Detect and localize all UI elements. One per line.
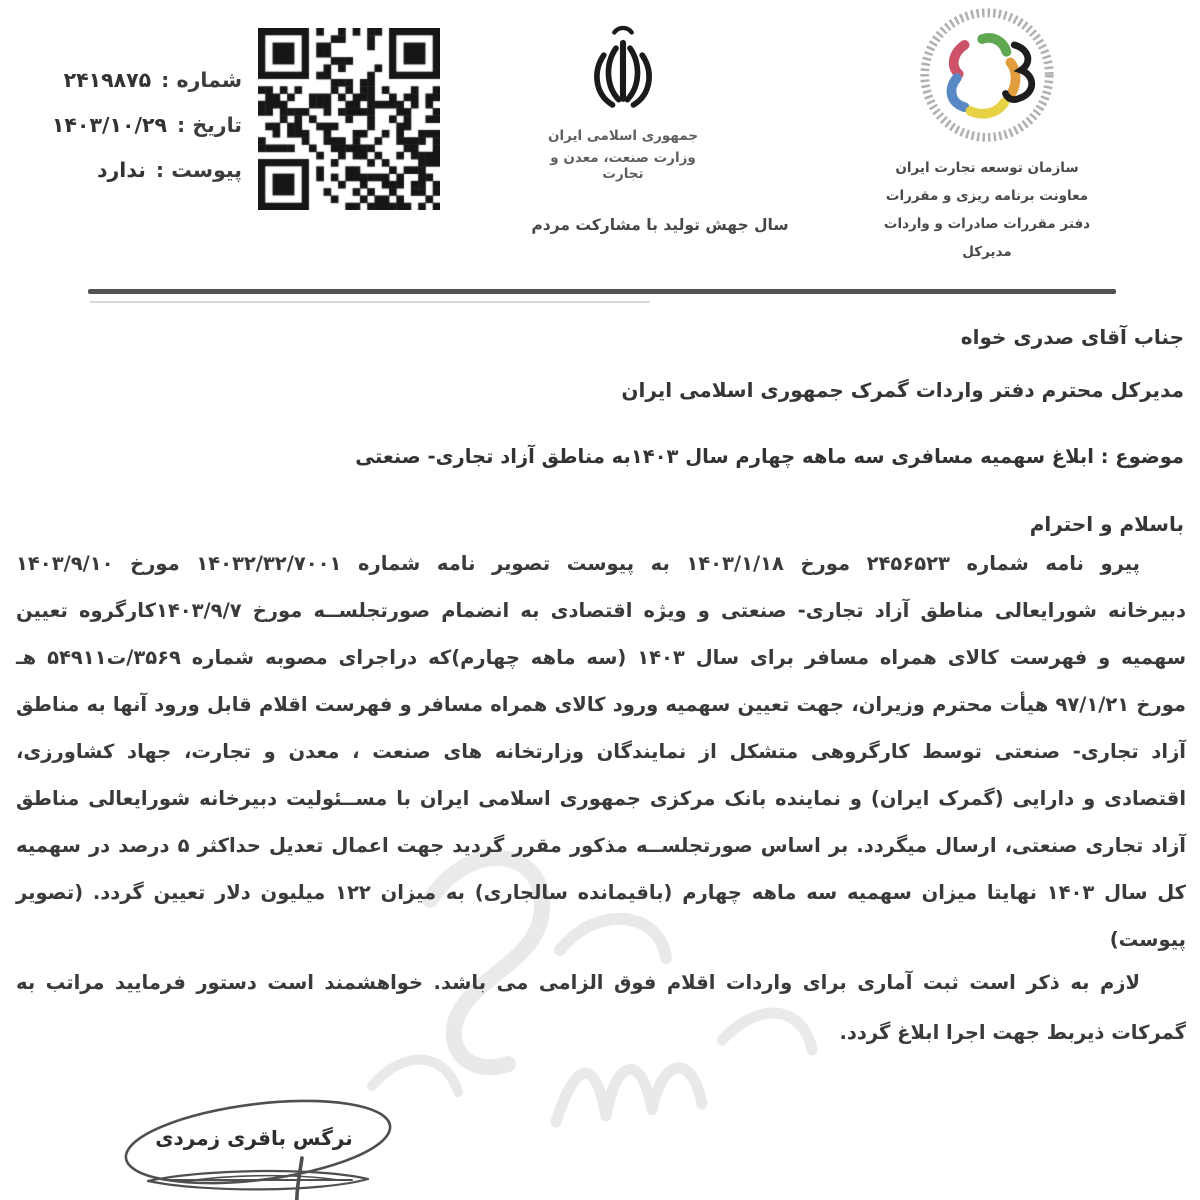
ministry-country-line: جمهوری اسلامی ایران (547, 128, 699, 144)
recipient-title: مدیرکل محترم دفتر واردات گمرک جمهوری اسلامی ایران (621, 378, 1184, 402)
text-line: سهمیه و فهرست کالای همراه مسافر برای سال ۱۴۰۳ (سه ماهه چهارم)که دراجرای مصوبه شماره ۳۵۶۹/ت۵۴۹۱۱ هـ (16, 646, 1186, 669)
letter-number-value: ۲۴۱۹۸۷۵ (63, 68, 152, 92)
qr-code-icon (258, 28, 440, 210)
letter-date-label: تاریخ : (176, 113, 242, 137)
tpo-logo-icon (914, 6, 1060, 148)
text-line: کل سال ۱۴۰۳ نهایتا میزان سهمیه سه ماهه چهارم (باقیمانده سالجاری) به میزان ۱۲۲ میلیون دلار تعیین گردد. (تصویر (16, 881, 1186, 904)
iran-national-emblem-icon (579, 22, 667, 118)
paragraph-1 (16, 540, 1186, 963)
ministry-name-line: وزارت صنعت، معدن و تجارت (550, 150, 696, 182)
text-line: گمرکات ذیربط جهت اجرا ابلاغ گردد. (839, 1021, 1186, 1044)
letter-date-row (14, 113, 242, 137)
text-line: مورخ ۹۷/۱/۲۱ هیأت محترم وزیران، جهت تعیین سهمیه ورود کالای همراه مسافر و فهرست اقلام قابل ورود آنها به مناطق (16, 693, 1186, 716)
organization-role: مدیرکل (962, 244, 1012, 260)
text-line: آزاد تجاری صنعتی، ارسال میگردد. بر اساس صورتجلســه مذکور مقرر گردید جهت اعمال تعدیل حداکثر ۵ درصد در سهمیه (16, 834, 1186, 857)
letter-attachment-label: پیوست : (155, 158, 242, 182)
recipient-name: جناب آقای صدری خواه (960, 325, 1184, 349)
text-line: اقتصادی و دارایی (گمرک ایران) و نماینده بانک مرکزی جمهوری اسلامی ایران با مســئولیت دبیرخانه شورایعالی مناطق (16, 787, 1186, 810)
subject-line: موضوع : ابلاغ سهمیه مسافری سه ماهه چهارم سال ۱۴۰۳به مناطق آزاد تجاری- صنعتی (355, 445, 1184, 468)
letter-attachment-row (14, 158, 242, 182)
greeting-line: باسلام و احترام (1029, 512, 1184, 536)
paragraph-2 (16, 958, 1186, 1058)
text-line: دبیرخانه شورایعالی مناطق آزاد تجاری- صنعتی و ویژه اقتصادی به انضمام صورتجلســه مورخ ۱۴۰۳/۹/۷کارگروه تعیین (16, 599, 1187, 622)
letter-attachment-value: ندارد (96, 158, 146, 182)
letter-number-label: شماره : (161, 68, 242, 92)
organization-header (856, 6, 1118, 260)
letter-number-row (14, 68, 242, 92)
organization-office: دفتر مقررات صادرات و واردات (883, 216, 1091, 232)
organization-name: سازمان توسعه تجارت ایران (895, 160, 1079, 176)
organization-deputy: معاونت برنامه ریزی و مقررات (885, 188, 1089, 204)
letter-meta-block (14, 68, 242, 203)
year-slogan: سال جهش تولید با مشارکت مردم (531, 216, 789, 234)
signature-name: نرگس باقری زمردی (155, 1126, 353, 1150)
text-line: پیوست) (1109, 928, 1186, 951)
text-line: آزاد تجاری- صنعتی توسط کارگروهی متشکل از نمایندگان وزارتخانه های صنعت ، معدن و تجارت، جهاد کشاورزی، (16, 740, 1186, 763)
text-line: لازم به ذکر است ثبت آماری برای واردات اقلام فوق الزامی می باشد. خواهشمند است دستور فرمایید مراتب به (16, 971, 1140, 994)
header-divider-shadow (90, 301, 650, 303)
letter-date-value: ۱۴۰۳/۱۰/۲۹ (51, 113, 167, 137)
header-divider (88, 289, 1116, 294)
text-line: پیرو نامه شماره ۲۴۵۶۵۲۳ مورخ ۱۴۰۳/۱/۱۸ به پیوست تصویر نامه شماره ۱۴۰۳۲/۳۲/۷۰۰۱ مورخ ۱۴۰۳/۹/۱۰ (16, 552, 1141, 575)
ministry-header (533, 22, 713, 182)
